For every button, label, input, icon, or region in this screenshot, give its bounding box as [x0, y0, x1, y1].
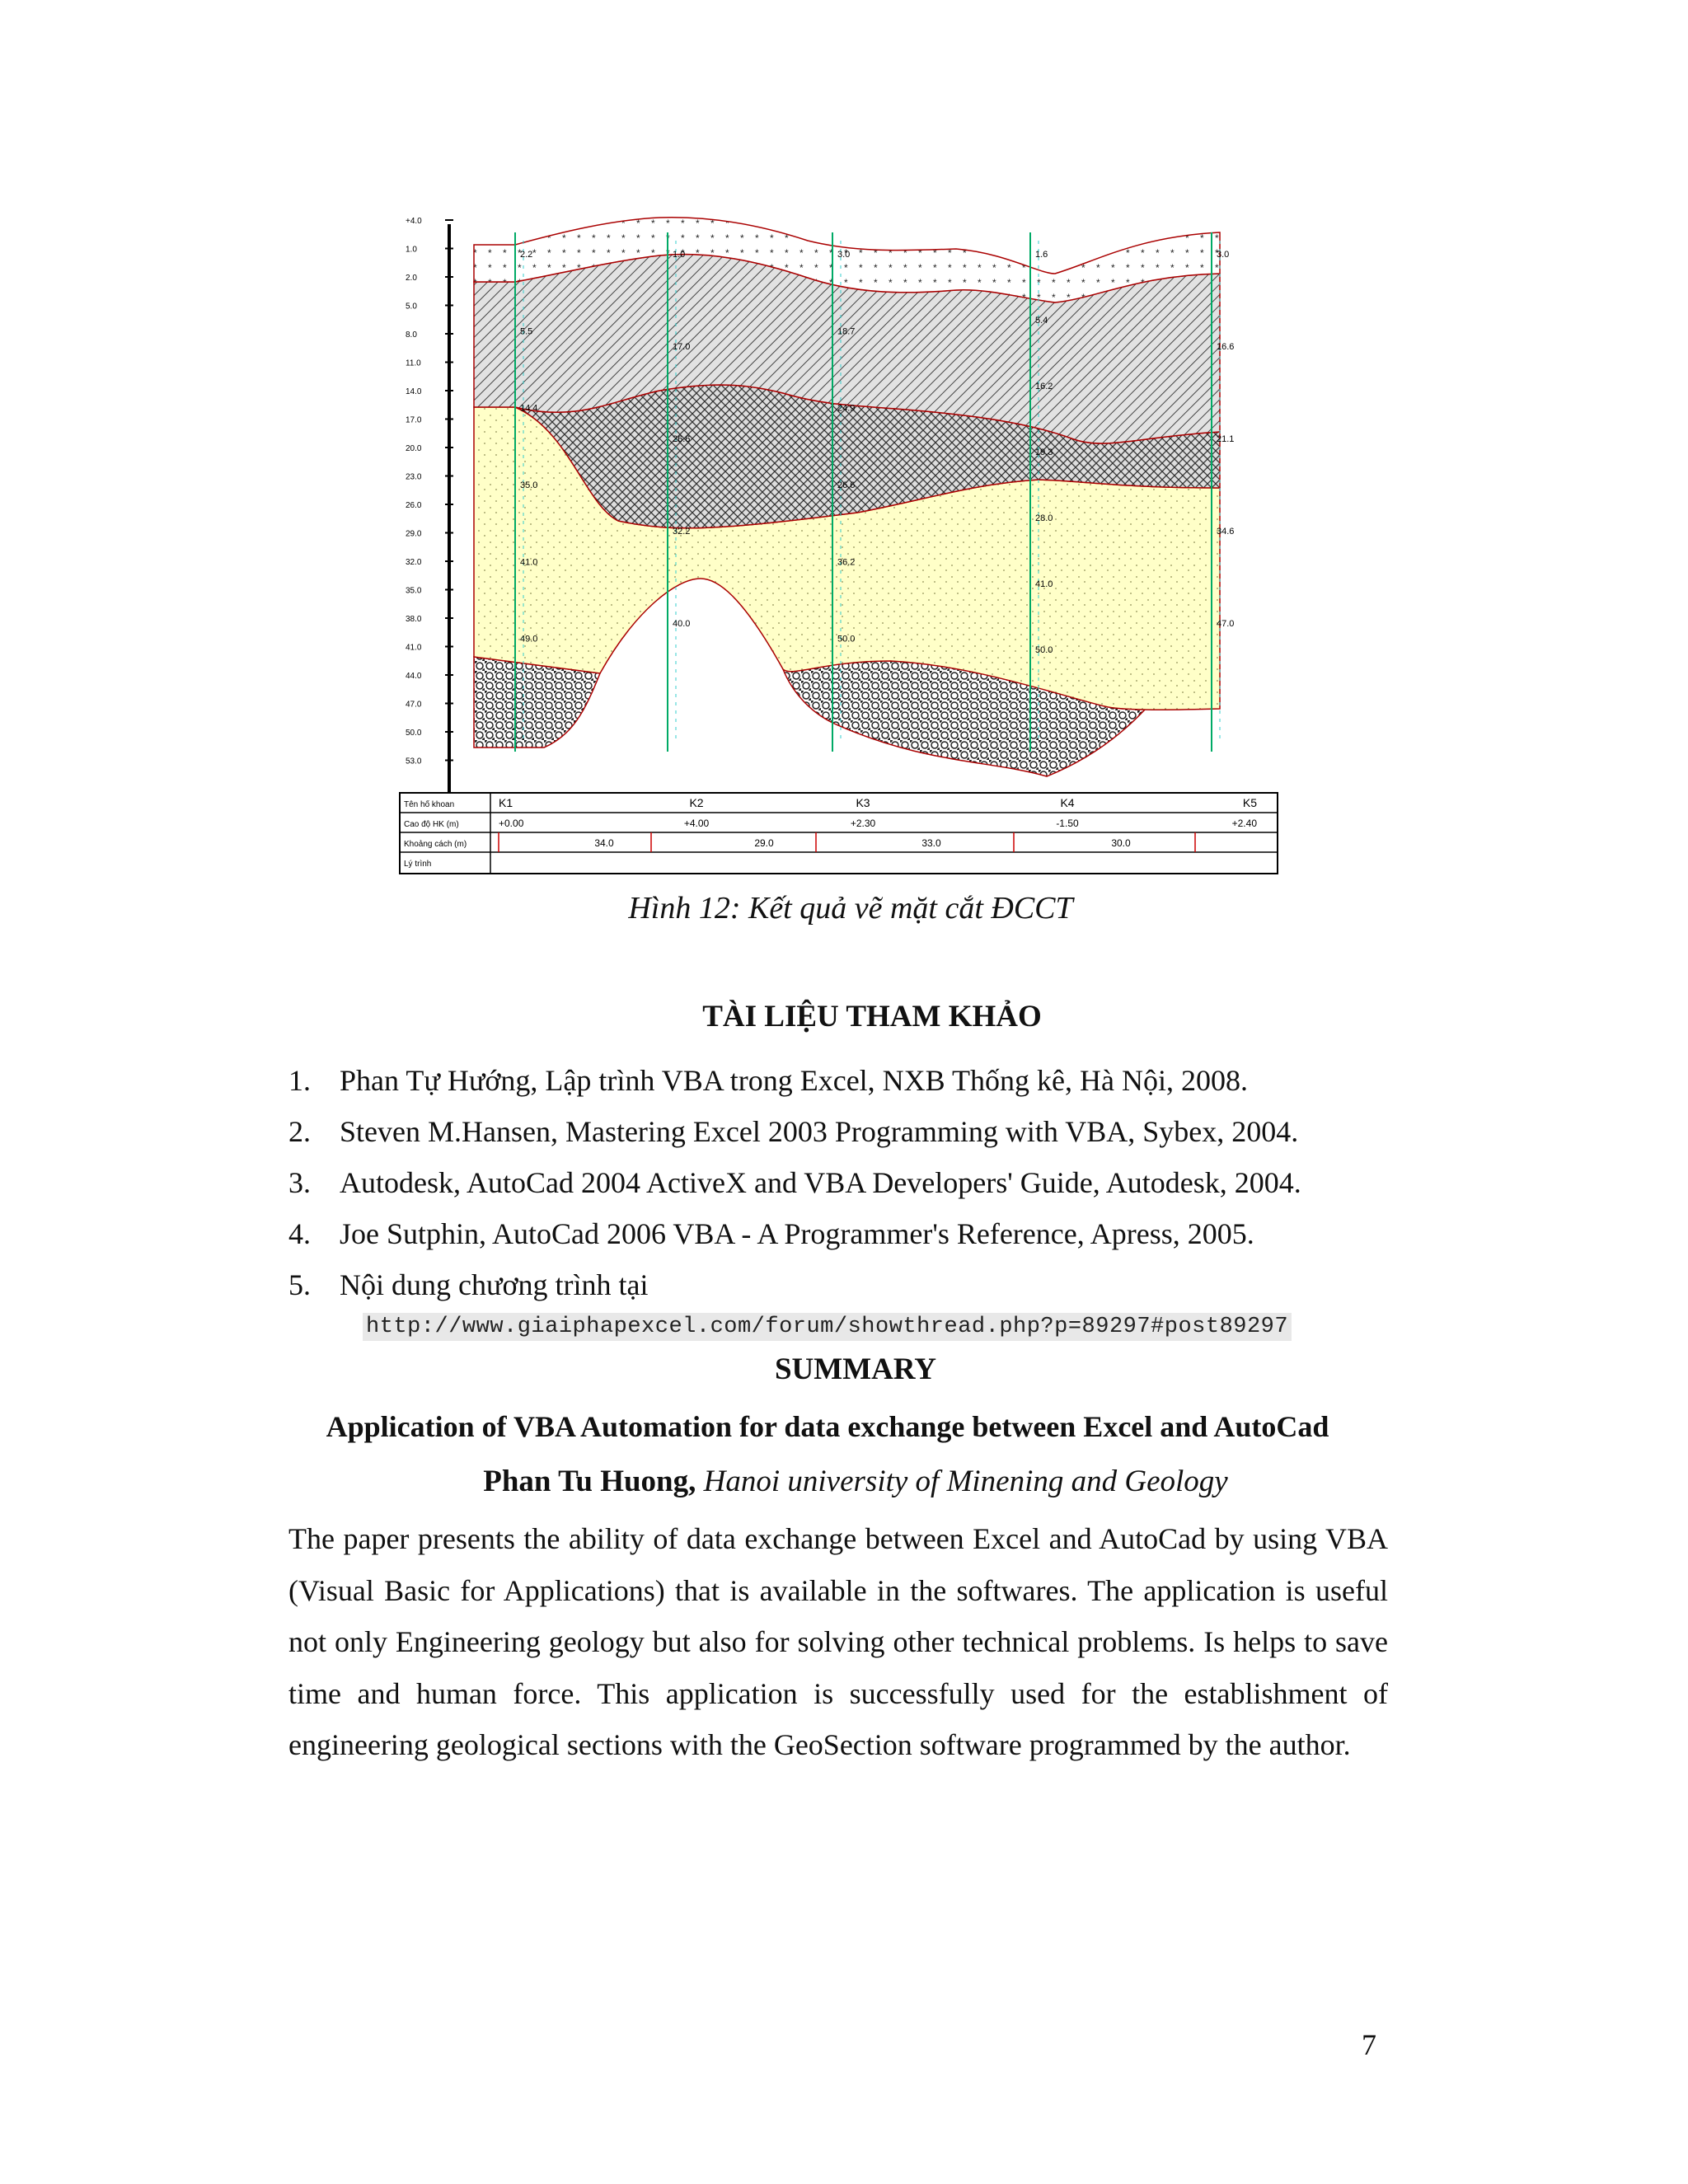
depth-label: 5.0 — [406, 302, 417, 312]
depth-label: 8.0 — [406, 330, 417, 340]
reference-url-link[interactable]: http://www.giaiphapexcel.com/forum/showthread.php?p=89297#post89297 — [363, 1313, 1292, 1341]
depth-value: 26.6 — [673, 434, 691, 444]
depth-value: 40.0 — [673, 619, 691, 629]
figure-caption: Hình 12: Kết quả vẽ mặt cắt ĐCCT — [628, 891, 1073, 926]
page-number: 7 — [1362, 2028, 1376, 2061]
geological-section-figure — [396, 216, 1286, 875]
author-name: Phan Tu Huong, — [483, 1465, 696, 1498]
reference-item — [288, 1055, 1401, 1106]
paper-title: Application of VBA Automation for data exchange between Excel and AutoCad — [326, 1410, 1329, 1443]
references-title: TÀI LIỆU THAM KHẢO — [702, 1000, 1042, 1033]
depth-value: 26.6 — [837, 480, 856, 490]
depth-label: +4.0 — [406, 217, 422, 226]
borehole-elevation: +0.00 — [499, 818, 524, 829]
reference-item — [288, 1208, 1401, 1259]
depth-label: 17.0 — [406, 415, 422, 425]
borehole-name: K5 — [1242, 796, 1257, 809]
distance-value: 29.0 — [754, 837, 774, 849]
reference-number: 5. — [288, 1268, 311, 1301]
depth-value: 16.6 — [1217, 342, 1235, 352]
depth-value: 36.2 — [837, 557, 856, 568]
depth-value: 34.6 — [1217, 527, 1235, 537]
depth-value: 3.0 — [1217, 250, 1230, 260]
author-line — [12, 1464, 1688, 1499]
depth-value: 41.0 — [520, 557, 538, 568]
depth-label: 14.0 — [406, 387, 422, 396]
depth-value: 19.3 — [1035, 448, 1053, 457]
depth-label: 44.0 — [406, 672, 422, 681]
depth-value: 32.2 — [673, 527, 691, 537]
table-row-label: Cao độ HK (m) — [404, 820, 459, 829]
borehole-elevation: -1.50 — [1056, 818, 1079, 829]
depth-label: 20.0 — [406, 444, 422, 453]
depth-label: 23.0 — [406, 472, 422, 482]
reference-text: Nội dung chương trình tại — [340, 1268, 649, 1301]
references-list — [288, 1055, 1401, 1310]
reference-text: Autodesk, AutoCad 2004 ActiveX and VBA Developers' Guide, Autodesk, 2004. — [340, 1166, 1301, 1199]
reference-number: 2. — [288, 1115, 311, 1148]
depth-value: 21.1 — [1217, 434, 1235, 444]
borehole-elevation: +4.00 — [683, 818, 710, 829]
depth-value: 14.4 — [520, 403, 538, 414]
depth-label: 53.0 — [406, 757, 422, 766]
abstract: The paper presents the ability of data exchange between Excel and AutoCad by using VBA (Visual Basic for Applications) that is available in the softwares. The application is useful not only Engineering geology but also for solving other technical problems. Is helps to save time and human force. This application is successfully used for the establishment of engineering geological sections with the GeoSection software programmed by the author. — [288, 1522, 1388, 1761]
depth-value: 50.0 — [1035, 645, 1053, 655]
depth-value: 3.0 — [837, 250, 851, 260]
reference-number: 3. — [288, 1166, 311, 1199]
depth-value: 17.0 — [673, 342, 691, 352]
reference-text: Joe Sutphin, AutoCad 2006 VBA - A Programmer's Reference, Apress, 2005. — [340, 1217, 1254, 1250]
borehole-name: K1 — [499, 796, 513, 809]
depth-value: 16.2 — [1035, 382, 1053, 391]
depth-label: 50.0 — [406, 729, 422, 738]
borehole-elevation: +2.30 — [850, 818, 876, 829]
reference-number: 1. — [288, 1064, 311, 1097]
depth-value: 49.0 — [520, 634, 538, 644]
depth-value: 50.0 — [837, 634, 856, 644]
author-affiliation: Hanoi university of Minening and Geology — [703, 1465, 1228, 1498]
reference-number: 4. — [288, 1217, 311, 1250]
reference-item — [288, 1106, 1401, 1157]
borehole-name: K4 — [1060, 796, 1075, 809]
depth-value: 47.0 — [1217, 619, 1235, 629]
depth-label: 29.0 — [406, 529, 422, 539]
depth-label: 11.0 — [406, 359, 421, 368]
depth-label: 35.0 — [406, 586, 422, 596]
borehole-table — [400, 793, 1278, 874]
reference-item — [288, 1259, 1401, 1310]
depth-label: 41.0 — [406, 643, 422, 653]
depth-label: 1.0 — [406, 245, 417, 255]
table-row-label: Lý trình — [404, 860, 432, 869]
distance-value: 33.0 — [921, 837, 941, 849]
distance-value: 30.0 — [1111, 837, 1131, 849]
borehole-name: K3 — [856, 796, 870, 809]
depth-value: 28.0 — [1035, 513, 1053, 523]
table-row-label: Tên hố khoan — [404, 800, 455, 809]
borehole-elevation: +2.40 — [1231, 818, 1257, 829]
depth-label: 47.0 — [406, 700, 422, 710]
distance-value: 34.0 — [594, 837, 614, 849]
depth-label: 38.0 — [406, 615, 422, 624]
depth-label: 2.0 — [406, 274, 417, 283]
depth-label: 26.0 — [406, 501, 422, 510]
depth-axis-labels — [406, 217, 453, 766]
reference-item — [288, 1157, 1401, 1208]
borehole-name: K2 — [689, 796, 704, 809]
depth-value: 18.7 — [837, 326, 856, 337]
table-row-label: Khoảng cách (m) — [404, 840, 467, 849]
depth-value: 1.0 — [673, 250, 686, 260]
reference-text: Phan Tự Hướng, Lập trình VBA trong Excel, NXB Thống kê, Hà Nội, 2008. — [340, 1064, 1248, 1097]
depth-value: 24.9 — [837, 403, 856, 414]
depth-value: 41.0 — [1035, 579, 1053, 589]
depth-value: 1.6 — [1035, 250, 1048, 260]
depth-value: 5.4 — [1035, 316, 1048, 326]
depth-value: 2.2 — [520, 250, 533, 260]
depth-value: 5.5 — [520, 326, 533, 337]
reference-text: Steven M.Hansen, Mastering Excel 2003 Programming with VBA, Sybex, 2004. — [340, 1115, 1299, 1148]
summary-title: SUMMARY — [774, 1352, 936, 1386]
depth-value: 35.0 — [520, 480, 538, 490]
depth-label: 32.0 — [406, 558, 422, 567]
